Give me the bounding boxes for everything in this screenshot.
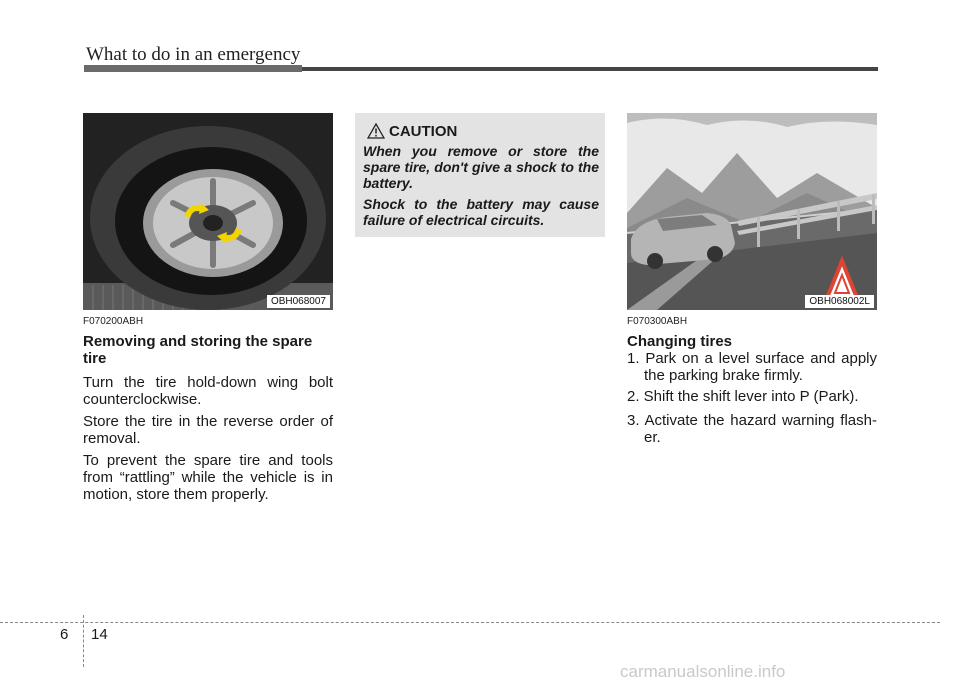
- right-column: [627, 316, 877, 350]
- warning-triangle-icon: [367, 123, 385, 139]
- section-code: F070300ABH: [627, 316, 688, 327]
- caution-paragraph: When you remove or store the spare tire, don't give a shock to the battery.: [363, 143, 599, 191]
- step-item: [627, 388, 877, 405]
- chapter-number: 6: [60, 626, 69, 643]
- page-header-title: What to do in an emergency: [86, 44, 301, 65]
- roadside-hazard-illustration: [627, 113, 877, 310]
- caution-box: [355, 113, 605, 237]
- image-code-right: OBH068002L: [805, 295, 874, 308]
- section-heading: Removing and storing the spare tire: [83, 333, 313, 367]
- paragraph: Turn the tire hold-down wing bolt counterclockwise.: [83, 374, 333, 408]
- step-text: 3. Activate the hazard warning flash-er.: [627, 412, 877, 446]
- header-rule-accent: [84, 65, 302, 72]
- image-code-left: OBH068007: [267, 295, 330, 308]
- caution-title: CAUTION: [389, 123, 458, 140]
- step-text: 2. Shift the shift lever into P (Park).: [627, 388, 859, 405]
- watermark: carmanualsonline.info: [620, 662, 786, 681]
- roadside-drawing: [627, 113, 877, 310]
- footer-divider: [83, 615, 84, 667]
- page-number: 14: [91, 626, 108, 643]
- step-item: [627, 350, 877, 384]
- left-column: [83, 316, 333, 503]
- spare-tire-drawing: [83, 113, 333, 310]
- paragraph: To prevent the spare tire and tools from “rattling” while the vehicle is in motion, store them properly.: [83, 452, 333, 503]
- step-text: 1. Park on a level surface and apply the parking brake firmly.: [627, 350, 877, 384]
- section-heading: Changing tires: [627, 333, 733, 350]
- spare-tire-illustration: [83, 113, 333, 310]
- step-item: [627, 412, 877, 446]
- paragraph: Store the tire in the reverse order of removal.: [83, 413, 333, 447]
- caution-paragraph: Shock to the battery may cause failure of electrical circuits.: [363, 196, 599, 228]
- footer-rule: [0, 622, 940, 623]
- section-code: F070200ABH: [83, 316, 144, 327]
